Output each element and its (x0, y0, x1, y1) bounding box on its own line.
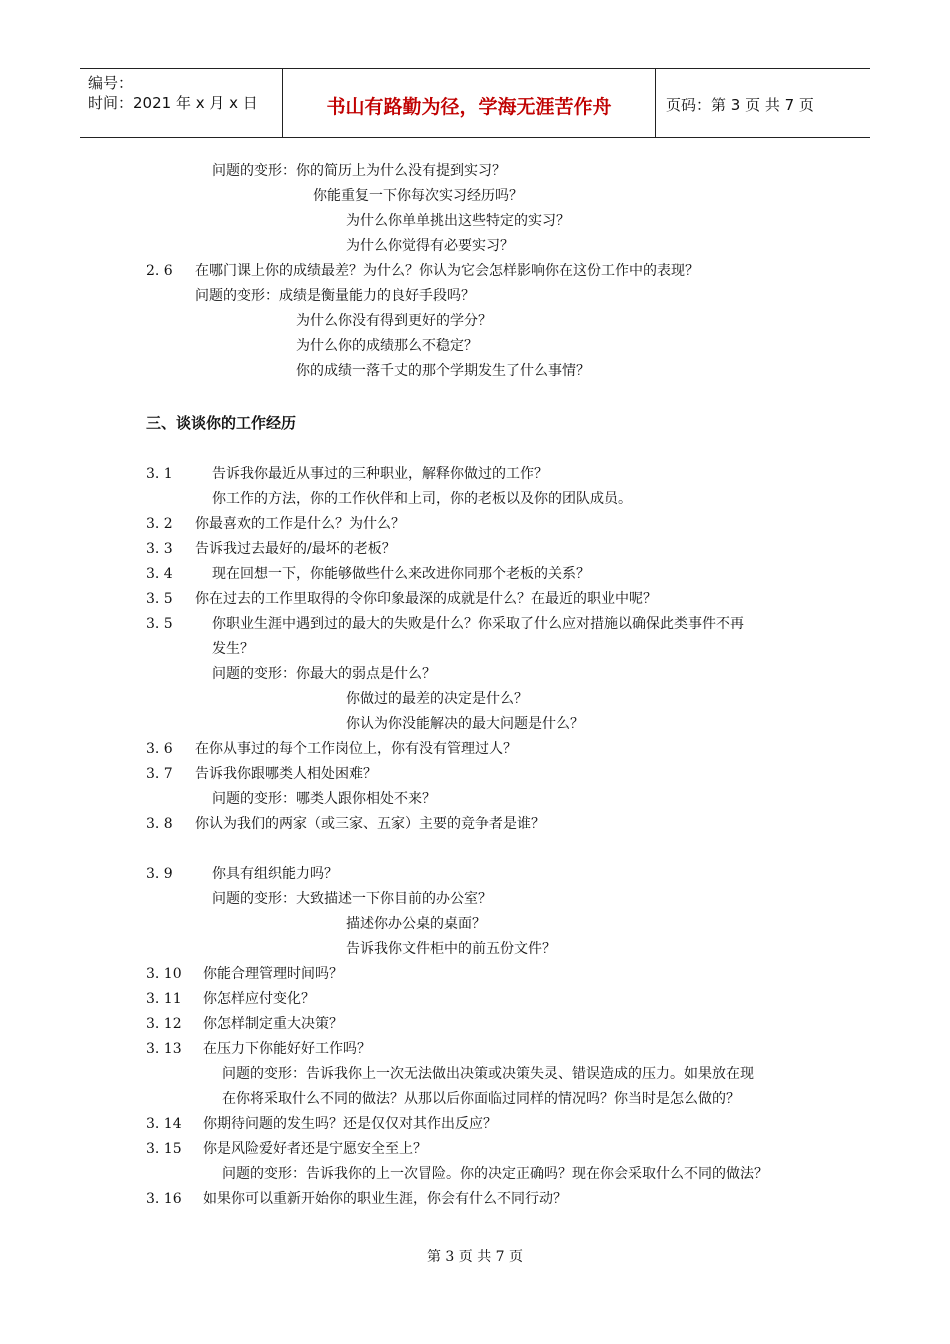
text-line: 你在过去的工作里取得的令你印象最深的成就是什么？在最近的职业中呢？ (195, 591, 657, 607)
text-line: 你认为我们的两家（或三家、五家）主要的竞争者是谁？ (195, 816, 545, 832)
page-footer: 第 3 页 共 7 页 (426, 1249, 524, 1265)
text-line: 你期待问题的发生吗？还是仅仅对其作出反应？ (203, 1116, 497, 1132)
header-page-cell (656, 69, 870, 137)
text-line: 你工作的方法，你的工作伙伴和上司，你的老板以及你的团队成员。 (212, 491, 632, 507)
item-number: 3. 5 (146, 591, 173, 607)
time-label: 时间：2021 年 x 月 x 日 (88, 94, 258, 112)
item-number: 3. 2 (146, 516, 173, 532)
page-header (80, 68, 870, 138)
header-page-info: 页码：第 3 页 共 7 页 (666, 96, 814, 114)
item-number: 3. 15 (146, 1141, 182, 1157)
text-line: 问题的变形：告诉我你上一次无法做出决策或决策失灵、错误造成的压力。如果放在现 (222, 1066, 754, 1082)
text-line: 如果你可以重新开始你的职业生涯，你会有什么不同行动？ (203, 1191, 567, 1207)
text-line: 问题的变形：大致描述一下你目前的办公室？ (212, 891, 492, 907)
text-line: 问题的变形：哪类人跟你相处不来？ (212, 791, 436, 807)
text-line: 你最喜欢的工作是什么？为什么？ (195, 516, 405, 532)
header-meta (80, 69, 283, 137)
text-line: 发生？ (212, 641, 254, 657)
text-line: 你是风险爱好者还是宁愿安全至上？ (203, 1141, 427, 1157)
item-number: 3. 6 (146, 741, 173, 757)
text-line: 在你从事过的每个工作岗位上，你有没有管理过人？ (195, 741, 517, 757)
item-number: 2. 6 (146, 263, 173, 279)
text-line: 描述你办公桌的桌面？ (346, 916, 486, 932)
text-line: 问题的变形：你最大的弱点是什么？ (212, 666, 436, 682)
text-line: 为什么你的成绩那么不稳定？ (296, 338, 478, 354)
text-line: 你怎样制定重大决策？ (203, 1016, 343, 1032)
item-number: 3. 5 (146, 616, 173, 632)
text-line: 你能合理管理时间吗？ (203, 966, 343, 982)
header-motto: 书山有路勤为径，学海无涯苦作舟 (326, 96, 612, 118)
document-number-label: 编号： (88, 74, 134, 92)
item-number: 3. 11 (146, 991, 182, 1007)
item-number: 3. 1 (146, 466, 173, 482)
text-line: 在哪门课上你的成绩最差？为什么？你认为它会怎样影响你在这份工作中的表现？ (195, 263, 699, 279)
text-line: 你职业生涯中遇到过的最大的失败是什么？你采取了什么应对措施以确保此类事件不再 (212, 616, 744, 632)
text-line: 在你将采取什么不同的做法？从那以后你面临过同样的情况吗？你当时是怎么做的？ (222, 1091, 740, 1107)
text-line: 你怎样应付变化？ (203, 991, 315, 1007)
text-line: 为什么你没有得到更好的学分？ (296, 313, 492, 329)
text-line: 告诉我你最近从事过的三种职业，解释你做过的工作？ (212, 466, 548, 482)
text-line: 问题的变形：你的简历上为什么没有提到实习？ (212, 163, 506, 179)
item-number: 3. 4 (146, 566, 173, 582)
section-title: 三、谈谈你的工作经历 (146, 414, 297, 432)
text-line: 问题的变形：告诉我你的上一次冒险。你的决定正确吗？现在你会采取什么不同的做法？ (222, 1166, 768, 1182)
item-number: 3. 3 (146, 541, 173, 557)
item-number: 3. 9 (146, 866, 173, 882)
text-line: 在压力下你能好好工作吗？ (203, 1041, 371, 1057)
item-number: 3. 16 (146, 1191, 182, 1207)
item-number: 3. 10 (146, 966, 182, 982)
text-line: 告诉我你文件柜中的前五份文件？ (346, 941, 556, 957)
text-line: 告诉我过去最好的/最坏的老板？ (195, 541, 396, 557)
text-line: 你认为你没能解决的最大问题是什么？ (346, 716, 584, 732)
item-number: 3. 8 (146, 816, 173, 832)
text-line: 现在回想一下，你能够做些什么来改进你同那个老板的关系？ (212, 566, 590, 582)
item-number: 3. 14 (146, 1116, 182, 1132)
text-line: 你做过的最差的决定是什么？ (346, 691, 528, 707)
item-number: 3. 13 (146, 1041, 182, 1057)
text-line: 为什么你觉得有必要实习？ (346, 238, 514, 254)
text-line: 为什么你单单挑出这些特定的实习？ (346, 213, 570, 229)
text-line: 你的成绩一落千丈的那个学期发生了什么事情？ (296, 363, 590, 379)
header-motto-cell (283, 69, 656, 137)
text-line: 问题的变形：成绩是衡量能力的良好手段吗？ (195, 288, 475, 304)
text-line: 告诉我你跟哪类人相处困难？ (195, 766, 377, 782)
text-line: 你具有组织能力吗？ (212, 866, 338, 882)
item-number: 3. 12 (146, 1016, 182, 1032)
item-number: 3. 7 (146, 766, 173, 782)
text-line: 你能重复一下你每次实习经历吗？ (313, 188, 523, 204)
